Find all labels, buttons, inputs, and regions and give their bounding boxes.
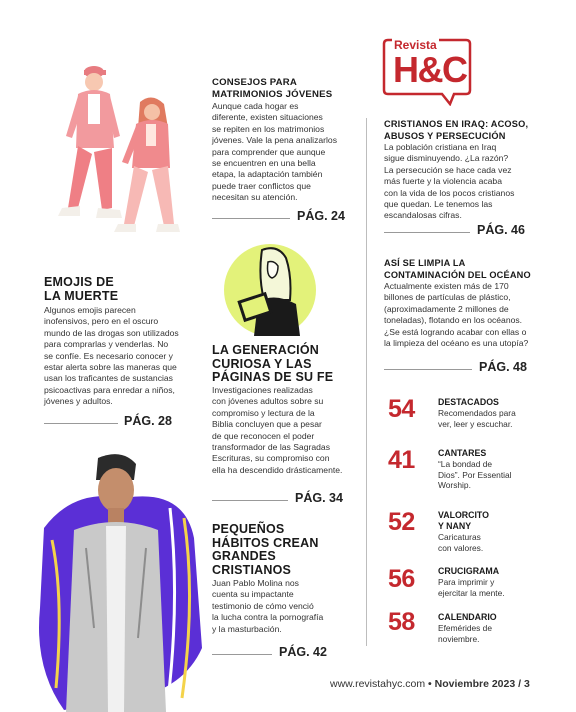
body-line: Actualmente existen más de 170 [384,281,509,291]
body-line: Aunque cada hogar es [212,101,299,111]
section-title[interactable]: CANTARES [438,448,487,458]
body-line: testimonio de cómo venció [212,600,314,611]
column-divider [366,118,367,646]
body-line: Escrituras, su compromiso con [212,453,330,464]
logo-mark: H&C [393,49,467,90]
desc-line: Efemérides de [438,623,492,633]
desc-line: ejercitar la mente. [438,587,505,598]
footer-separator: / [518,678,522,690]
cristianos-title [384,119,528,142]
oceano-title-line: CONTAMINACIÓN DEL OCÉANO [384,269,531,280]
body-line: ella ha descendido drásticamente. [212,464,343,475]
desc-line: Para imprimir y [438,577,495,587]
habitos-title [212,523,319,577]
generacion-title-line: CURIOSA Y LAS [212,356,312,371]
desc-line: con valores. [438,542,484,553]
body-line: se repiten en los matrimonios [212,123,325,134]
section-number: 54 [388,395,415,423]
divider [384,369,472,370]
logo-revista: Revista [394,38,437,52]
body-line: transformador de las Sagradas [212,442,330,453]
emojis-body [44,305,179,408]
body-line: de que reconocen el poder [212,430,315,441]
section-desc [438,577,505,598]
page-ref-24[interactable]: PÁG. 24 [297,209,345,223]
generacion-title-line: LA GENERACIÓN [212,343,320,357]
desc-line: noviembre. [438,633,480,644]
section-title-line: VALORCITO [438,510,489,520]
section-desc [438,623,492,644]
body-line: jóvenes y adultos. [44,396,113,407]
divider [212,218,290,219]
body-line: La población cristiana en Iraq [384,142,497,152]
section-number: 58 [388,608,415,636]
section-number: 41 [388,446,415,474]
body-line: inofensivos, pero en el oscuro [44,316,159,327]
body-line: mundo de las drogas son utilizados [44,327,179,338]
body-line: diferente, existen situaciones [212,112,323,123]
generacion-title [212,344,333,385]
body-line: más fuerte y la violencia acaba [384,176,502,187]
section-title-line: Y NANY [438,521,472,531]
habitos-title-line: HÁBITOS CREAN [212,535,319,550]
body-line: etapa, la adaptación también [212,169,323,180]
emojis-title-line: EMOJIS DE [44,275,114,289]
body-line: Biblia concluyen que a pesar [212,419,322,430]
page-ref-42[interactable]: PÁG. 42 [279,645,327,659]
page-ref-48[interactable]: PÁG. 48 [479,360,527,374]
desc-line: Caricaturas [438,532,481,542]
desc-line: Dios”. Por Essential [438,469,512,480]
footer-date: Noviembre 2023 [434,678,516,690]
section-title[interactable]: DESTACADOS [438,397,499,407]
body-line: estar alerta sobre las maneras que [44,362,177,373]
body-line: puede traer conflictos que [212,180,311,191]
desc-line: “La bondad de [438,459,493,469]
generacion-title-line: PÁGINAS DE SU FE [212,370,334,384]
reading-woman-illustration [218,240,326,340]
section-desc [438,459,512,491]
body-line: con la vida de los pocos cristianos [384,187,515,198]
body-line: necesitan su atención. [212,192,298,203]
body-line: escandalosas cifras. [384,210,462,221]
desc-line: ver, leer y escuchar. [438,418,513,429]
footer [330,678,530,690]
section-title[interactable]: CRUCIGRAMA [438,566,500,576]
body-line: para comprender que aunque [212,146,326,157]
body-line: que quedan. Le tenemos las [384,199,493,210]
body-line: con jóvenes adultos sobre su [212,396,324,407]
consejos-title-line: CONSEJOS PARA [212,77,298,88]
body-line: ¿Se está logrando acabar con ellas o [384,326,527,337]
body-line: sigue disminuyendo. ¿La razón? [384,153,509,164]
consejos-body [212,101,337,204]
body-line: psicoactivas para enredar a niños, [44,384,175,395]
oceano-body [384,281,528,349]
page-ref-28[interactable]: PÁG. 28 [124,414,172,428]
body-line: Algunos emojis parecen [44,305,136,315]
section-number: 56 [388,565,415,593]
habitos-title-line: CRISTIANOS [212,562,292,577]
footer-page-number: 3 [523,678,530,690]
body-line: billones de partículas de plástico, [384,292,511,303]
body-line: jóvenes. Vale la pena analizarlos [212,135,338,146]
emojis-title [44,275,118,303]
divider [384,232,470,233]
habitos-title-line: PEQUEÑOS [212,522,285,536]
body-line: la limpieza del océano es una utopía? [384,338,529,349]
footer-bullet: • [428,678,432,690]
body-line: cuenta su impactante [212,589,294,600]
cristianos-title-line: CRISTIANOS EN IRAQ: ACOSO, [384,119,529,129]
body-line: para comprarlas y venderlas. No [44,339,169,350]
portrait-illustration [34,448,204,712]
divider [212,654,272,655]
body-line: se encuentren en una bella [212,158,316,169]
body-line: usan los traficantes de sustancias [44,373,173,384]
page-ref-34[interactable]: PÁG. 34 [295,491,343,505]
habitos-title-line: GRANDES [212,549,276,563]
section-desc [438,532,483,553]
section-number: 52 [388,508,415,536]
body-line: Investigaciones realizadas [212,385,313,395]
desc-line: Recomendados para [438,408,516,418]
body-line: la lucha contra la pornografía [212,612,324,623]
couple-illustration [28,58,198,254]
body-line: (aproximadamente 2 millones de [384,303,509,314]
section-title[interactable]: CALENDARIO [438,612,497,622]
oceano-title [384,258,531,281]
body-line: y la masturbación. [212,623,282,634]
body-line: compromiso y lectura de la [212,407,315,418]
cristianos-body [384,142,514,222]
consejos-title [212,77,332,100]
divider [212,500,288,501]
consejos-title-line: MATRIMONIOS JÓVENES [212,88,333,100]
divider [44,423,118,424]
emojis-title-line: LA MUERTE [44,289,119,303]
body-line: toneladas), flotando en los océanos. [384,315,523,326]
oceano-title-line: ASÍ SE LIMPIA LA [384,258,466,268]
body-line: Juan Pablo Molina nos [212,578,299,588]
desc-line: Worship. [438,480,471,491]
body-line: La persecución se hace cada vez [384,164,512,175]
body-line: se confíe. Es necesario conocer y [44,350,173,361]
cristianos-title-line: ABUSOS Y PERSECUCIÓN [384,130,506,141]
page-ref-46[interactable]: PÁG. 46 [477,223,525,237]
generacion-body [212,385,342,476]
section-title[interactable] [438,510,489,532]
footer-site[interactable]: www.revistahyc.com [330,678,426,690]
habitos-body [212,578,323,635]
section-desc [438,408,516,429]
